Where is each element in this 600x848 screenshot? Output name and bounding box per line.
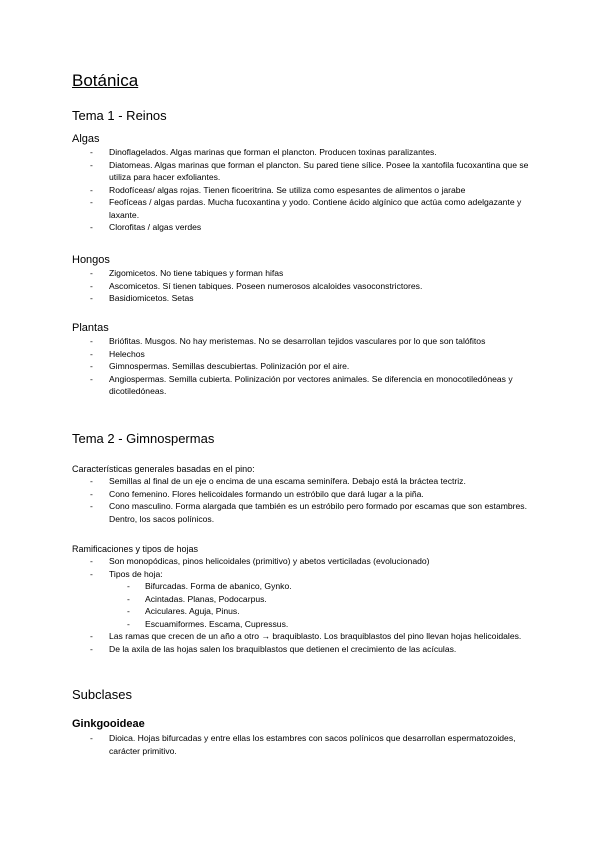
list-item: - Rodofíceas/ algas rojas. Tienen ficoeritrina. Se utiliza como espesantes de alimentos o jarabe bbox=[72, 184, 542, 197]
plantas-list bbox=[72, 335, 542, 398]
list-item: - Cono femenino. Flores helicoidales formando un estróbilo que dará lugar a la piña. bbox=[72, 488, 542, 501]
ramificaciones-list-cont bbox=[72, 630, 542, 655]
ginkgo-heading: Ginkgooideae bbox=[72, 718, 145, 730]
list-item: - Dioica. Hojas bifurcadas y entre ellas los estambres con sacos polínicos que desarrollan espermatozoides, carácter primitivo. bbox=[72, 732, 542, 757]
list-item: - Dinoflagelados. Algas marinas que forman el plancton. Producen toxinas paralizantes. bbox=[72, 146, 542, 159]
subclases-heading: Subclases bbox=[72, 687, 132, 702]
list-item: - Angiospermas. Semilla cubierta. Polinización por vectores animales. Se diferencia en monocotiledóneas y dicotiledóneas. bbox=[72, 373, 542, 398]
tema2-heading: Tema 2 - Gimnospermas bbox=[72, 431, 215, 446]
list-item: - Escuamiformes. Escama, Cupressus. bbox=[72, 618, 542, 631]
list-item: - Bifurcadas. Forma de abanico, Gynko. bbox=[72, 580, 542, 593]
list-item: - Cono masculino. Forma alargada que también es un estróbilo pero formado por escamas que son estambres. Dentro, los sacos polínicos. bbox=[72, 500, 542, 525]
list-item: - Clorofitas / algas verdes bbox=[72, 221, 542, 234]
document-title: Botánica bbox=[72, 71, 139, 90]
list-item: - De la axila de las hojas salen los braquiblastos que detienen el crecimiento de las acículas. bbox=[72, 643, 542, 656]
list-item: - Las ramas que crecen de un año a otro → braquiblasto. Los braquiblastos del pino llevan hojas helicoidales. bbox=[72, 630, 542, 643]
caracteristicas-heading: Características generales basadas en el pino: bbox=[72, 464, 255, 474]
caracteristicas-list bbox=[72, 475, 542, 525]
tema1-heading: Tema 1 - Reinos bbox=[72, 108, 167, 123]
list-item: - Helechos bbox=[72, 348, 542, 361]
plantas-heading: Plantas bbox=[72, 322, 109, 334]
list-item: - Acintadas. Planas, Podocarpus. bbox=[72, 593, 542, 606]
list-item: - Briófitas. Musgos. No hay meristemas. No se desarrollan tejidos vasculares por lo que son talófitos bbox=[72, 335, 542, 348]
list-item: - Zigomicetos. No tiene tabiques y forman hifas bbox=[72, 267, 542, 280]
list-item: - Aciculares. Aguja, Pinus. bbox=[72, 605, 542, 618]
list-item: - Gimnospermas. Semillas descubiertas. Polinización por el aire. bbox=[72, 360, 542, 373]
list-item: - Basidiomicetos. Setas bbox=[72, 292, 542, 305]
ginkgo-list bbox=[72, 732, 542, 757]
algas-list bbox=[72, 146, 542, 234]
hongos-heading: Hongos bbox=[72, 254, 110, 266]
ramificaciones-list bbox=[72, 555, 542, 580]
list-item: - Semillas al final de un eje o encima de una escama seminífera. Debajo está la bráctea tectriz. bbox=[72, 475, 542, 488]
list-item: - Tipos de hoja: bbox=[72, 568, 542, 581]
algas-heading: Algas bbox=[72, 133, 100, 145]
hongos-list bbox=[72, 267, 542, 305]
ramificaciones-heading: Ramificaciones y tipos de hojas bbox=[72, 544, 199, 554]
list-item: - Feofíceas / algas pardas. Mucha fucoxantina y yodo. Contiene ácido algínico que actúa como adelgazante y laxante. bbox=[72, 196, 542, 221]
list-item: - Ascomicetos. Sí tienen tabiques. Poseen numerosos alcaloides vasoconstrictores. bbox=[72, 280, 542, 293]
list-item: - Son monopódicas, pinos helicoidales (primitivo) y abetos verticiladas (evolucionado) bbox=[72, 555, 542, 568]
list-item: - Diatomeas. Algas marinas que forman el plancton. Su pared tiene sílice. Posee la xantofila fucoxantina que se utiliza para hacer exfoliantes. bbox=[72, 159, 542, 184]
ramificaciones-block bbox=[72, 555, 542, 655]
tipos-hoja-list bbox=[72, 580, 542, 630]
